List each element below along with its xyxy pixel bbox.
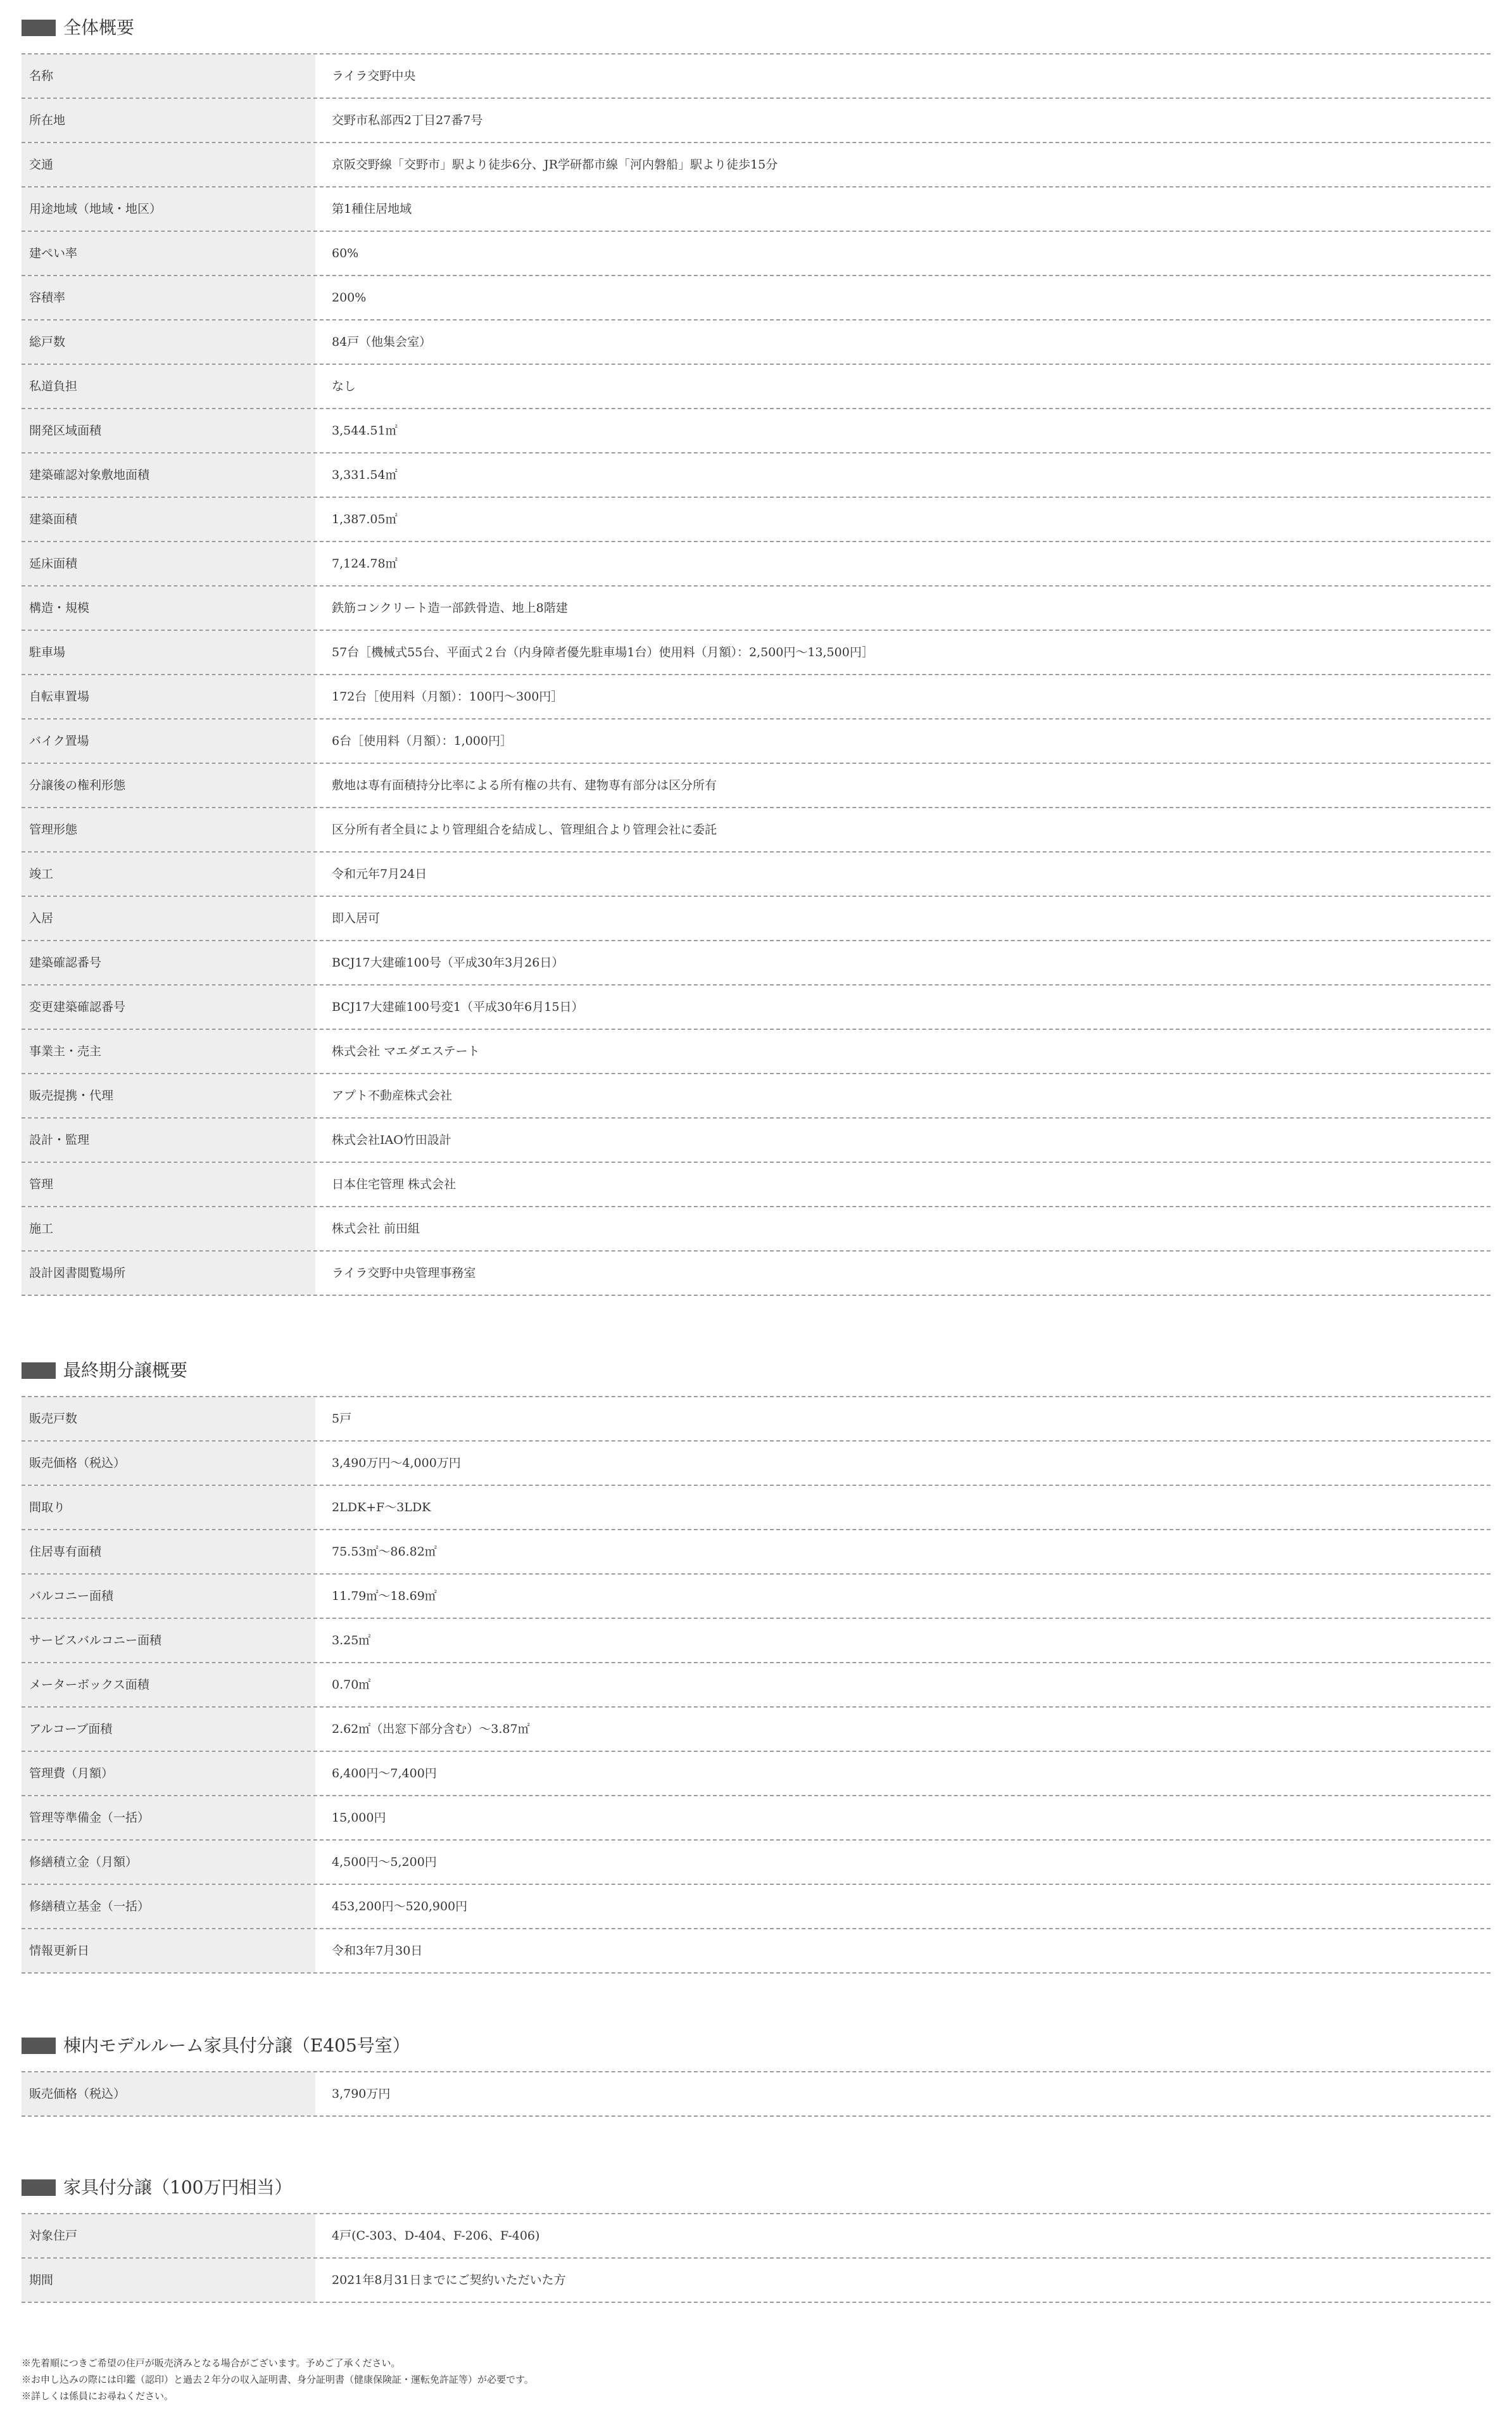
- table-row: [22, 1397, 1490, 1442]
- table-row: [22, 586, 1490, 631]
- row-label: 管理等準備金（一括）: [22, 1796, 315, 1839]
- row-value: アプト不動産株式会社: [332, 1089, 453, 1103]
- table-row: [22, 1885, 1490, 1929]
- table-row: [22, 1442, 1490, 1486]
- section-heading: [22, 2032, 1490, 2060]
- table-row: [22, 365, 1490, 409]
- table-row: [22, 1575, 1490, 1619]
- table-row: [22, 54, 1490, 99]
- row-value: 6台［使用料（月額）：1,000円］: [332, 734, 512, 748]
- row-value: 84戸（他集会室）: [332, 335, 432, 349]
- row-label: 入居: [22, 897, 315, 940]
- row-label: バイク置場: [22, 720, 315, 763]
- heading-marker-icon: [22, 1362, 56, 1379]
- row-value: 3,790万円: [332, 2087, 391, 2101]
- table-row: [22, 1074, 1490, 1119]
- spec-table: [22, 53, 1490, 1296]
- row-value: 0.70㎡: [332, 1678, 371, 1692]
- row-label: 容積率: [22, 276, 315, 319]
- row-label: 修繕積立基金（一括）: [22, 1885, 315, 1928]
- table-row: [22, 853, 1490, 897]
- table-row: [22, 1929, 1490, 1974]
- row-value: 株式会社IAO竹田設計: [332, 1133, 451, 1147]
- row-label: 交通: [22, 143, 315, 186]
- row-label: 間取り: [22, 1486, 315, 1529]
- section-furniture: [22, 2174, 1490, 2303]
- row-label: 開発区域面積: [22, 409, 315, 452]
- row-label: 管理形態: [22, 808, 315, 851]
- row-label: 情報更新日: [22, 1929, 315, 1972]
- row-value: 交野市私部西2丁目27番7号: [332, 113, 483, 127]
- table-row: [22, 986, 1490, 1030]
- table-row: [22, 2214, 1490, 2259]
- table-row: [22, 320, 1490, 365]
- table-row: [22, 2072, 1490, 2117]
- row-value: 2021年8月31日までにご契約いただいた方: [332, 2273, 566, 2287]
- row-label: 販売価格（税込）: [22, 2072, 315, 2115]
- row-value: 3,490万円〜4,000万円: [332, 1456, 461, 1470]
- row-label: 建ぺい率: [22, 232, 315, 275]
- row-label: 変更建築確認番号: [22, 986, 315, 1029]
- row-value: 3,331.54㎡: [332, 468, 398, 482]
- row-value: なし: [332, 379, 356, 393]
- row-value: 15,000円: [332, 1811, 386, 1825]
- table-row: [22, 1841, 1490, 1885]
- footnote: ※先着順につきご希望の住戸が販売済みとなる場合がございます。予めご了承ください。: [22, 2357, 401, 2369]
- table-row: [22, 675, 1490, 720]
- spec-table: [22, 2071, 1490, 2117]
- row-value: ライラ交野中央管理事務室: [332, 1266, 476, 1280]
- row-label: 修繕積立金（月額）: [22, 1841, 315, 1884]
- heading-marker-icon: [22, 2179, 56, 2196]
- row-label: バルコニー面積: [22, 1575, 315, 1618]
- row-value: 令和元年7月24日: [332, 867, 427, 881]
- row-value: 即入居可: [332, 911, 381, 925]
- row-label: 管理: [22, 1163, 315, 1206]
- row-label: 建築面積: [22, 498, 315, 541]
- footnote: ※詳しくは係員にお尋ねください。: [22, 2390, 174, 2402]
- row-value: 6,400円〜7,400円: [332, 1766, 437, 1780]
- row-value: 172台［使用料（月額）：100円〜300円］: [332, 690, 564, 704]
- row-value: 200%: [332, 291, 367, 305]
- row-value: 鉄筋コンクリート造一部鉄骨造、地上8階建: [332, 601, 568, 615]
- table-row: [22, 453, 1490, 498]
- row-value: 7,124.78㎡: [332, 557, 398, 571]
- heading-marker-icon: [22, 20, 56, 36]
- row-value: 4戸(C-303、D-404、F-206、F-406): [332, 2229, 540, 2243]
- table-row: [22, 1708, 1490, 1752]
- row-label: 対象住戸: [22, 2214, 315, 2257]
- row-value: 3,544.51㎡: [332, 424, 398, 438]
- row-value: BCJ17大建確100号（平成30年3月26日）: [332, 956, 564, 970]
- row-label: 竣工: [22, 853, 315, 896]
- row-label: 施工: [22, 1207, 315, 1250]
- table-row: [22, 631, 1490, 675]
- section-title: 最終期分譲概要: [63, 1360, 188, 1381]
- row-label: 構造・規模: [22, 586, 315, 630]
- table-row: [22, 542, 1490, 586]
- row-label: 分譲後の権利形態: [22, 764, 315, 807]
- table-row: [22, 409, 1490, 453]
- row-value: 2LDK+F〜3LDK: [332, 1500, 431, 1514]
- footnote: ※お申し込みの際には印鑑（認印）と過去２年分の収入証明書、身分証明書（健康保険証・運転免許証等）が必要です。: [22, 2374, 534, 2385]
- table-row: [22, 2259, 1490, 2303]
- row-label: 名称: [22, 54, 315, 98]
- section-overview: [22, 14, 1490, 1296]
- spec-table: [22, 2213, 1490, 2303]
- table-row: [22, 1207, 1490, 1252]
- table-row: [22, 99, 1490, 143]
- row-label: メーターボックス面積: [22, 1663, 315, 1706]
- spec-table: [22, 1396, 1490, 1974]
- row-label: 総戸数: [22, 320, 315, 364]
- row-label: 私道負担: [22, 365, 315, 408]
- row-value: 60%: [332, 246, 359, 260]
- row-value: 3.25㎡: [332, 1633, 371, 1647]
- row-value: ライラ交野中央: [332, 69, 416, 83]
- section-title: 全体概要: [63, 17, 135, 38]
- row-value: 5戸: [332, 1412, 352, 1426]
- table-row: [22, 1119, 1490, 1163]
- row-value: BCJ17大建確100号変1（平成30年6月15日）: [332, 1000, 584, 1014]
- row-label: アルコーブ面積: [22, 1708, 315, 1751]
- row-label: 管理費（月額）: [22, 1752, 315, 1795]
- table-row: [22, 498, 1490, 542]
- section-model-room: [22, 2032, 1490, 2117]
- row-value: 453,200円〜520,900円: [332, 1899, 468, 1913]
- row-value: 株式会社 前田組: [332, 1222, 420, 1236]
- row-value: 4,500円〜5,200円: [332, 1855, 437, 1869]
- table-row: [22, 1163, 1490, 1207]
- table-row: [22, 897, 1490, 941]
- row-label: 販売戸数: [22, 1397, 315, 1440]
- footnotes: [22, 2355, 534, 2404]
- table-row: [22, 1663, 1490, 1708]
- table-row: [22, 764, 1490, 808]
- row-value: 57台［機械式55台、平面式２台（内身障者優先駐車場1台）使用料（月額）：2,500円〜13,500円］: [332, 645, 874, 659]
- row-value: 区分所有者全員により管理組合を結成し、管理組合より管理会社に委託: [332, 823, 717, 837]
- row-value: 第1種住居地域: [332, 202, 412, 216]
- table-row: [22, 808, 1490, 853]
- row-value: 1,387.05㎡: [332, 512, 398, 526]
- section-heading: [22, 14, 1490, 42]
- table-row: [22, 143, 1490, 187]
- heading-marker-icon: [22, 2038, 56, 2054]
- section-heading: [22, 1357, 1490, 1385]
- row-value: 敷地は専有面積持分比率による所有権の共有、建物専有部分は区分所有: [332, 778, 717, 792]
- row-value: 令和3年7月30日: [332, 1944, 423, 1958]
- table-row: [22, 276, 1490, 320]
- table-row: [22, 1252, 1490, 1296]
- table-row: [22, 1752, 1490, 1796]
- row-label: 期間: [22, 2259, 315, 2302]
- row-value: 75.53㎡〜86.82㎡: [332, 1545, 437, 1559]
- row-label: 延床面積: [22, 542, 315, 585]
- row-label: 自転車置場: [22, 675, 315, 718]
- table-row: [22, 941, 1490, 986]
- row-label: 販売価格（税込）: [22, 1442, 315, 1485]
- table-row: [22, 1530, 1490, 1575]
- section-final-sale: [22, 1357, 1490, 1974]
- row-label: 用途地域（地域・地区）: [22, 187, 315, 231]
- row-value: 11.79㎡〜18.69㎡: [332, 1589, 437, 1603]
- row-label: 所在地: [22, 99, 315, 142]
- table-row: [22, 1796, 1490, 1841]
- row-value: 2.62㎡（出窓下部分含む）〜3.87㎡: [332, 1722, 530, 1736]
- row-label: 事業主・売主: [22, 1030, 315, 1073]
- row-label: 住居専有面積: [22, 1530, 315, 1573]
- row-label: 設計・監理: [22, 1119, 315, 1162]
- section-heading: [22, 2174, 1490, 2202]
- section-title: 棟内モデルルーム家具付分譲（E405号室）: [63, 2035, 410, 2056]
- table-row: [22, 232, 1490, 276]
- table-row: [22, 1486, 1490, 1530]
- row-value: 京阪交野線「交野市」駅より徒歩6分、JR学研都市線「河内磐船」駅より徒歩15分: [332, 158, 778, 172]
- table-row: [22, 1030, 1490, 1074]
- row-value: 日本住宅管理 株式会社: [332, 1177, 457, 1191]
- row-label: 設計図書閲覧場所: [22, 1252, 315, 1295]
- row-label: 建築確認対象敷地面積: [22, 453, 315, 497]
- row-label: 建築確認番号: [22, 941, 315, 984]
- row-label: 駐車場: [22, 631, 315, 674]
- row-value: 株式会社 マエダエステート: [332, 1044, 480, 1058]
- table-row: [22, 1619, 1490, 1663]
- section-title: 家具付分譲（100万円相当）: [63, 2177, 293, 2198]
- table-row: [22, 187, 1490, 232]
- row-label: 販売提携・代理: [22, 1074, 315, 1117]
- table-row: [22, 720, 1490, 764]
- row-label: サービスバルコニー面積: [22, 1619, 315, 1662]
